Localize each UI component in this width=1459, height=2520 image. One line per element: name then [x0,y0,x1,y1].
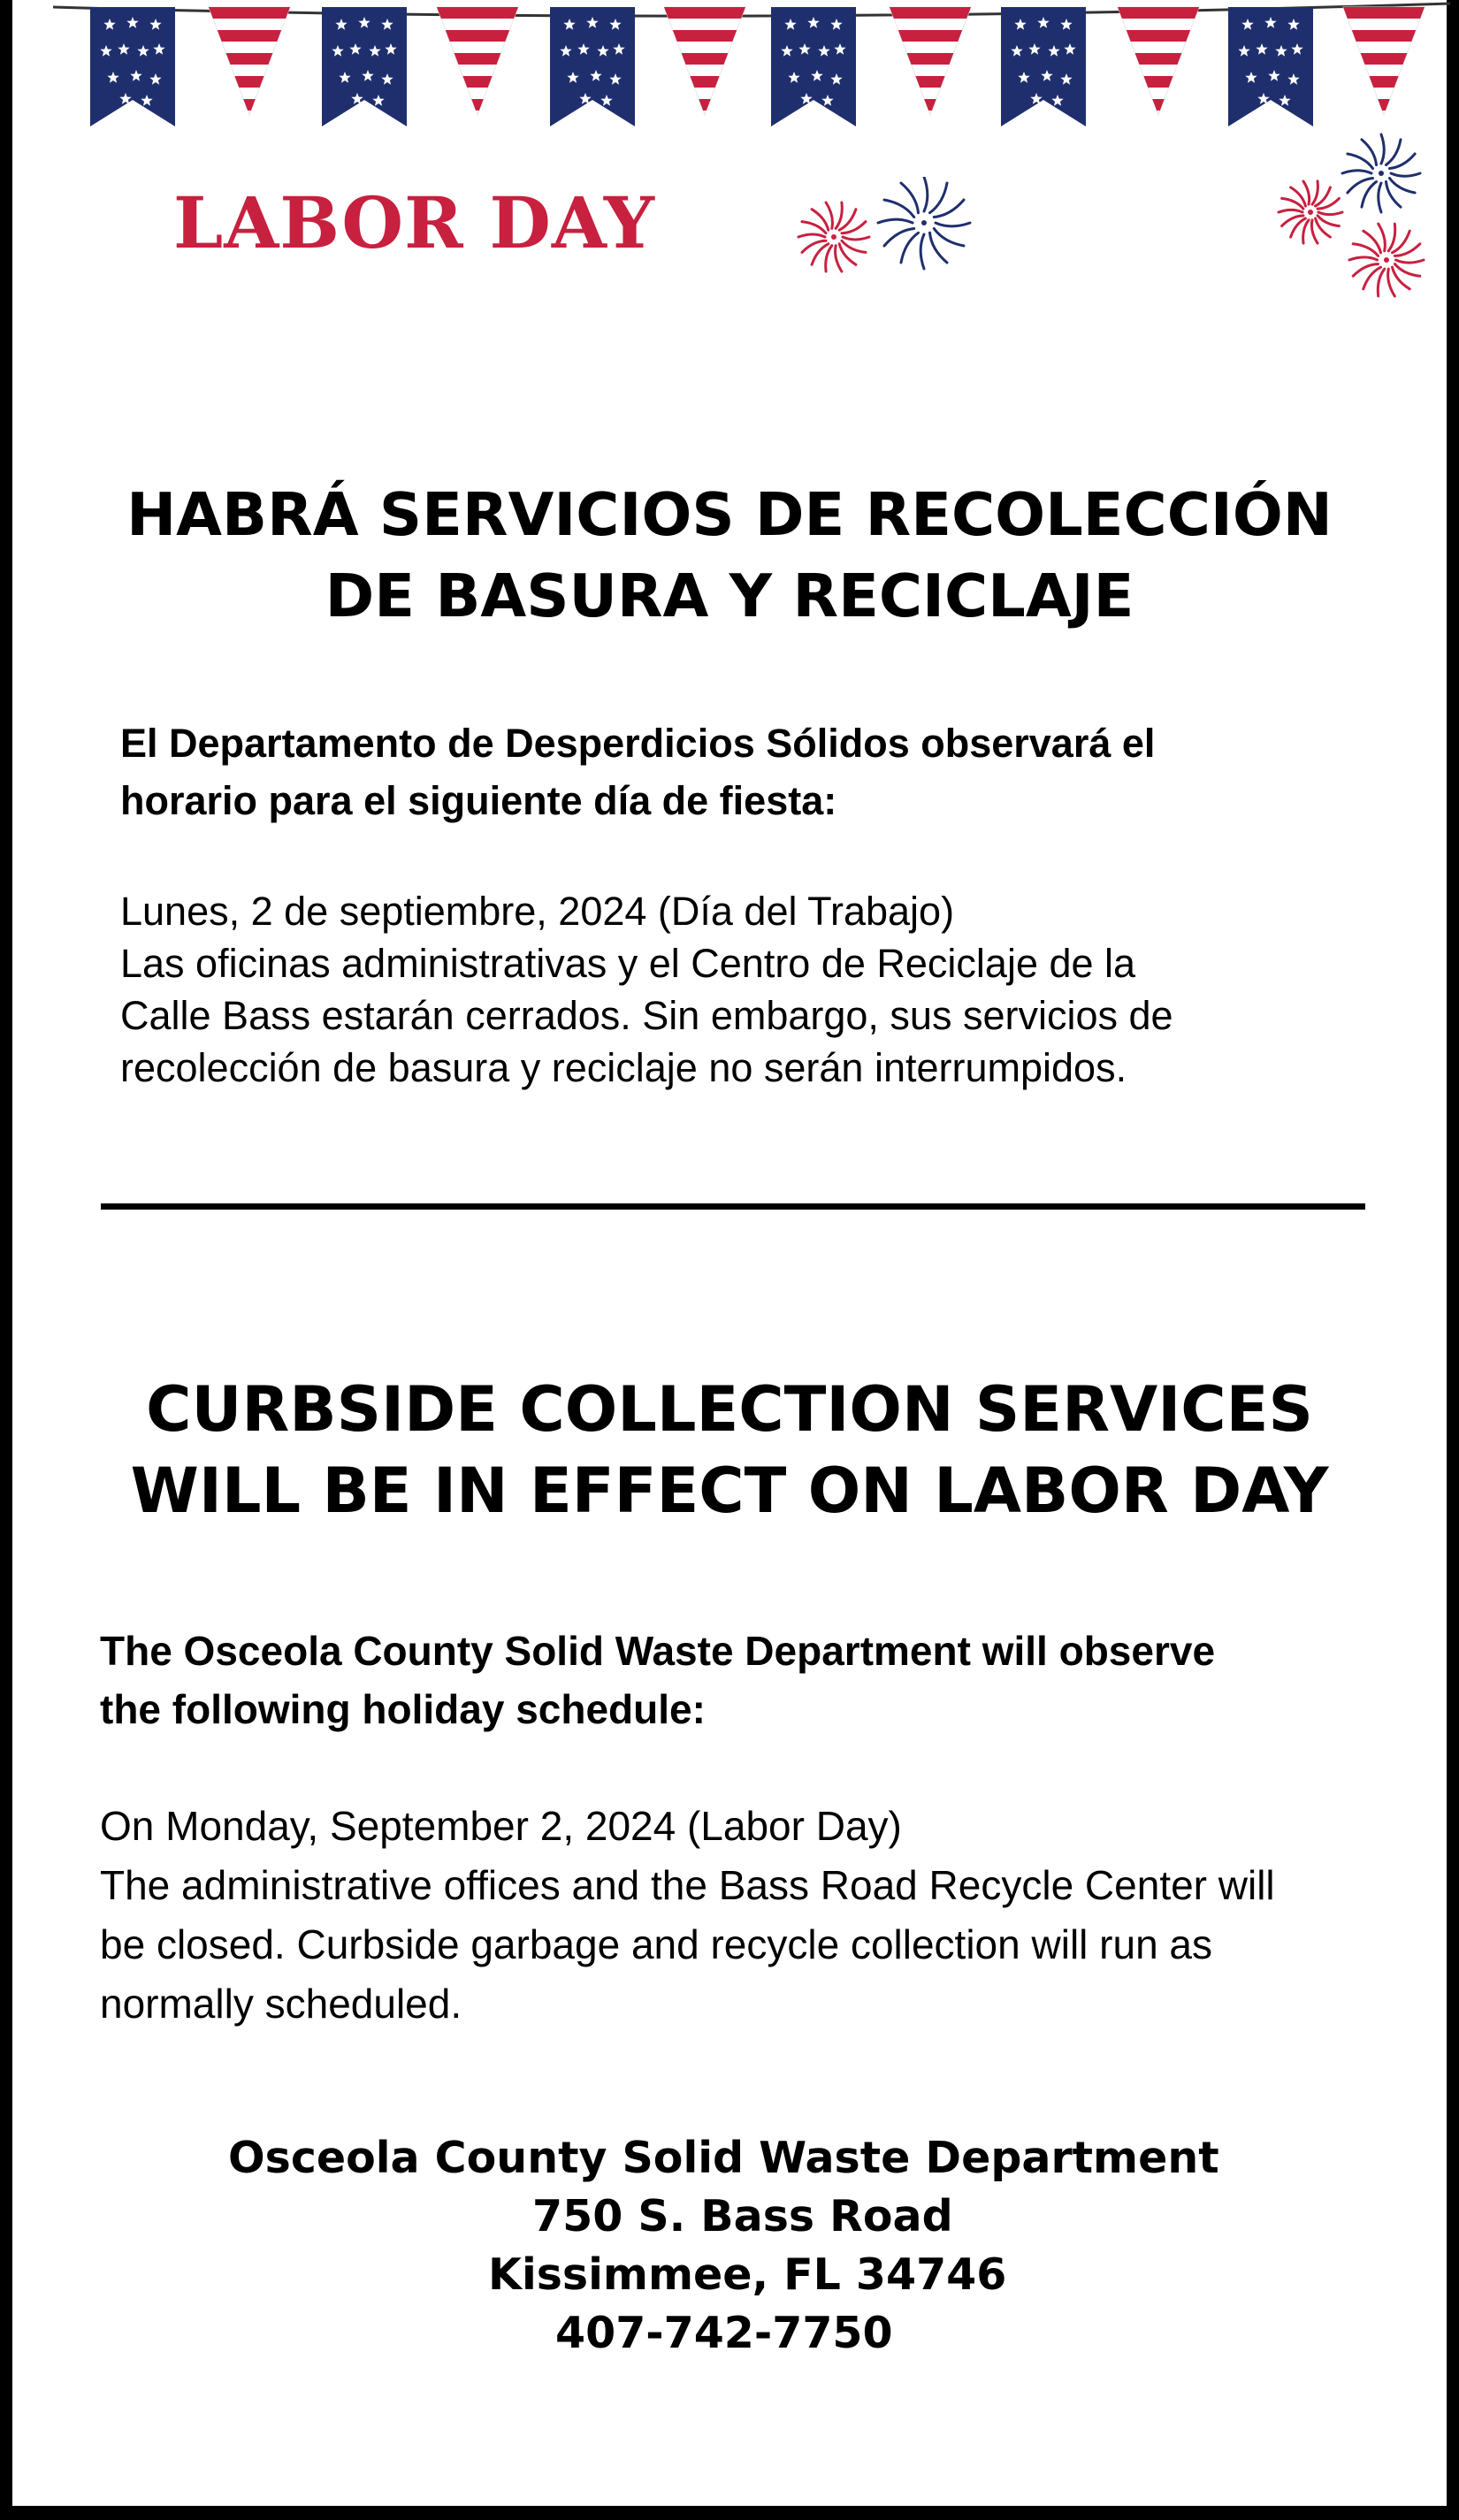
english-body-line: be closed. Curbside garbage and recycle collection will run as [100,1921,1213,1967]
firework-burst-navy [878,177,970,269]
english-lead-paragraph [100,1622,1391,1738]
stripe-flag-pennant [664,7,745,115]
star-flag-pennant [322,7,407,126]
spanish-headline-line: DE BASURA Y RECICLAJE [325,561,1134,630]
english-body-paragraph [100,1797,1409,2034]
spanish-headline [35,474,1424,637]
spanish-body-line: Lunes, 2 de septiembre, 2024 (Día del Trabajo) [120,889,955,934]
street-address: 750 S. Bass Road [532,2191,953,2241]
stripe-flag-pennant [890,7,971,115]
firework-burst-red [1349,224,1424,296]
spanish-body-line: recolección de basura y reciclaje no serán interrumpidos. [120,1045,1127,1090]
bunting-flags [0,0,1459,141]
spanish-lead-line: El Departamento de Desperdicios Sólidos observará el [120,721,1156,766]
department-name: Osceola County Solid Waste Department [228,2133,1219,2183]
english-body-line: The administrative offices and the Bass Road Recycle Center will [100,1862,1275,1908]
stripe-flag-pennant [437,7,518,115]
english-lead-line: the following holiday schedule: [100,1686,706,1732]
spanish-lead-paragraph [120,714,1376,829]
english-body-line: normally scheduled. [100,1981,462,2027]
stripe-flag-pennant [1343,7,1425,115]
english-body-line: On Monday, September 2, 2024 (Labor Day) [100,1803,902,1849]
star-flag-pennant [90,7,175,126]
contact-block [0,2129,1459,2363]
stripe-flag-pennant [1118,7,1199,115]
spanish-body-line: Las oficinas administrativas y el Centro de Reciclaje de la [120,941,1136,986]
spanish-lead-line: horario para el siguiente día de fiesta: [120,778,837,823]
english-lead-line: The Osceola County Solid Waste Department will observe [100,1628,1216,1674]
star-flag-pennant [550,7,635,126]
fireworks-right [1273,131,1441,317]
phone-number: 407-742-7750 [555,2308,893,2358]
spanish-body-line: Calle Bass estarán cerrados. Sin embargo, sus servicios de [120,993,1173,1038]
english-headline [35,1369,1424,1531]
english-headline-line: CURBSIDE COLLECTION SERVICES [146,1373,1313,1446]
star-flag-pennant [1001,7,1086,126]
firework-burst-navy [1342,134,1420,212]
english-headline-line: WILL BE IN EFFECT ON LABOR DAY [130,1455,1329,1527]
firework-burst-red [1279,181,1342,243]
stripe-flag-pennant [209,7,290,115]
firework-burst-red [798,202,869,271]
star-flag-pennant [771,7,856,126]
labor-day-banner-title: LABOR DAY [173,181,656,264]
spanish-body-paragraph [120,885,1402,1094]
city-state-zip: Kissimmee, FL 34746 [488,2249,1007,2300]
spanish-headline-line: HABRÁ SERVICIOS DE RECOLECCIÓN [126,480,1333,549]
star-flag-pennant [1228,7,1313,126]
fireworks-center [791,177,995,283]
section-divider [101,1203,1365,1210]
